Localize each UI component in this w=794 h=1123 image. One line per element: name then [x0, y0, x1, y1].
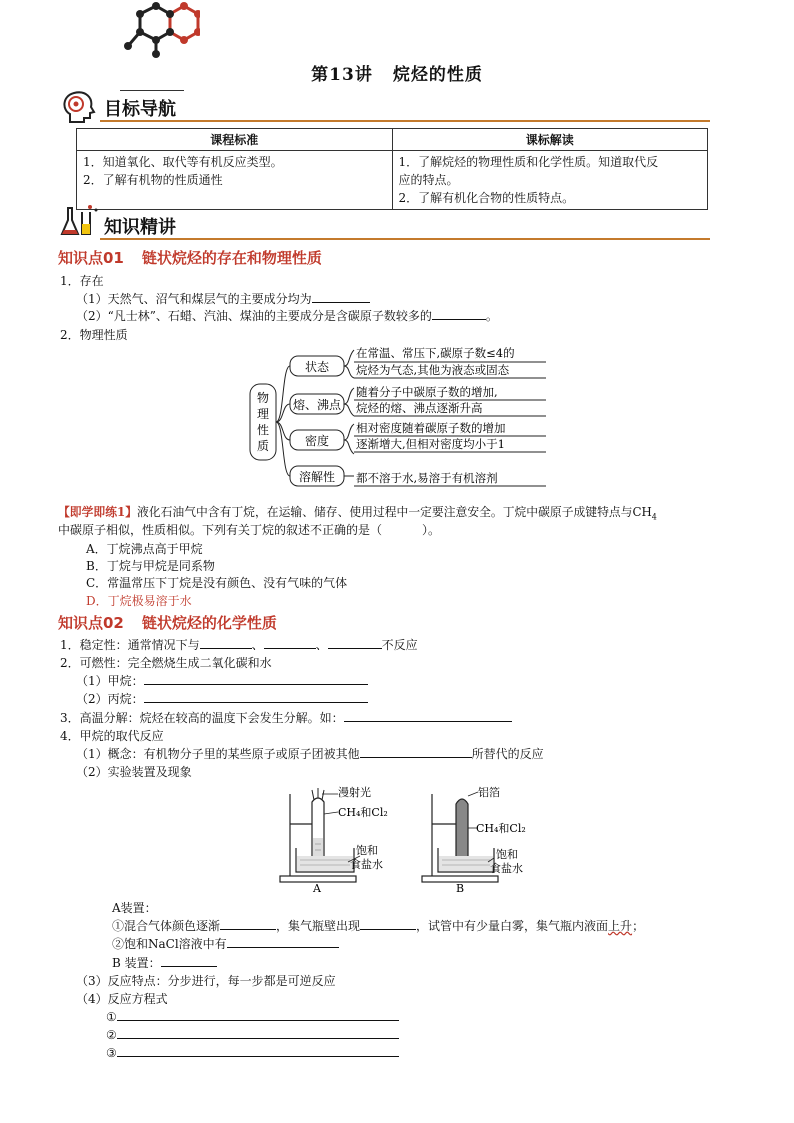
answer-blank[interactable] — [161, 954, 217, 967]
apparatus-label: 铝箔 — [478, 786, 500, 799]
lesson-number: 第13讲 — [311, 65, 373, 85]
apparatus-label: 食盐水 — [490, 862, 523, 875]
answer-blank[interactable] — [144, 672, 368, 685]
branch-label: 熔、沸点 — [292, 398, 342, 412]
subscript: 4 — [651, 512, 657, 522]
practice-text: ）。 — [422, 523, 441, 537]
molecule-logo — [118, 2, 200, 60]
answer-blank[interactable] — [264, 636, 316, 649]
experiment-apparatus — [272, 780, 542, 898]
section-title: 知识精讲 — [104, 217, 176, 238]
separator: 、 — [315, 638, 328, 652]
branch-desc: 都不溶于水,易溶于有机溶剂 — [356, 471, 498, 485]
section-rule — [100, 238, 710, 240]
answer-blank[interactable] — [117, 1026, 399, 1039]
knowledge-point-heading — [58, 247, 322, 268]
branch-desc: 逐渐增大,但相对密度均小于1 — [356, 437, 505, 451]
center-char: 性 — [256, 423, 270, 437]
title-underline — [120, 90, 184, 91]
question-text: （1）天然气、沼气和煤层气的主要成分均为 — [76, 292, 312, 306]
item-heading: 2．物理性质 — [60, 328, 128, 342]
item-heading: （3）反应特点：分步进行，每一步都是可逆反应 — [76, 974, 336, 988]
section-header-knowledge — [60, 210, 710, 240]
apparatus-label: 饱和 — [356, 844, 378, 857]
question-line — [76, 690, 368, 707]
section-title: 目标导航 — [104, 99, 176, 120]
kp-title: 链状烷烃的化学性质 — [141, 614, 277, 632]
cell-line: 2．了解有机化合物的性质特点。 — [398, 191, 575, 205]
question-text: （2）“凡士林”、石蜡、汽油、煤油的主要成分是含碳原子数较多的 — [76, 309, 432, 323]
item-heading: （4）反应方程式 — [76, 992, 168, 1006]
question-line — [112, 954, 217, 971]
question-line — [60, 709, 512, 726]
section-header-goals — [60, 92, 710, 122]
answer-blank[interactable] — [360, 917, 416, 930]
cell-line: 1．了解烷烃的物理性质和化学性质。知道取代反 — [398, 155, 659, 169]
knowledge-point-heading — [58, 612, 277, 633]
answer-blank[interactable] — [117, 1008, 399, 1021]
answer-blank[interactable] — [360, 745, 472, 758]
apparatus-label: 饱和 — [496, 848, 518, 861]
question-text: ①混合气体颜色逐渐 — [112, 919, 221, 933]
lesson-subtitle: 烷烃的性质 — [392, 65, 483, 85]
separator: 、 — [251, 638, 264, 652]
answer-blank[interactable] — [432, 307, 486, 320]
cell-line: 2．了解有机物的性质通性 — [83, 173, 223, 187]
question-text: ； — [632, 919, 645, 933]
question-line — [76, 290, 370, 307]
equation-line — [106, 1008, 399, 1024]
practice-text: 中碳原子相似，性质相似。下列有关丁烷的叙述不正确的是（ — [58, 523, 383, 537]
center-char: 理 — [256, 407, 270, 421]
equation-line — [106, 1044, 399, 1060]
section-rule — [100, 120, 710, 122]
item-heading: 1．存在 — [60, 274, 104, 288]
question-text: ，集气瓶壁出现 — [276, 919, 361, 933]
branch-desc: 在常温、常压下,碳原子数≤4的 — [356, 346, 515, 360]
answer-blank[interactable] — [117, 1044, 399, 1057]
cell-line: 应的特点。 — [398, 173, 459, 187]
answer-blank[interactable] — [144, 690, 368, 703]
question-line — [112, 917, 644, 934]
question-text: （1）概念：有机物分子里的某些原子或原子团被其他 — [76, 747, 360, 761]
question-text: （1）甲烷： — [76, 674, 144, 688]
answer-blank[interactable] — [227, 935, 339, 948]
answer-option[interactable]: D．丁烷极易溶于水 — [86, 594, 192, 608]
physical-properties-diagram — [246, 340, 556, 492]
question-text: （2）丙烷： — [76, 692, 144, 706]
answer-blank[interactable] — [344, 709, 512, 722]
question-text: 3．高温分解：烷烃在较高的温度下会发生分解。如： — [60, 711, 344, 725]
practice-tag: 【即学即练1】 — [58, 505, 137, 519]
branch-desc: 烷烃的熔、沸点逐渐升高 — [356, 401, 483, 415]
table-row — [77, 151, 708, 210]
apparatus-label: B — [456, 882, 465, 895]
question-text: B 装置： — [112, 956, 161, 970]
kp-number: 知识点02 — [58, 614, 124, 632]
item-heading: 4．甲烷的取代反应 — [60, 729, 164, 743]
standards-table — [76, 128, 708, 210]
table-header: 课标解读 — [392, 129, 708, 151]
page-title — [0, 60, 794, 85]
table-header: 课程标准 — [77, 129, 393, 151]
answer-option[interactable]: A．丁烷沸点高于甲烷 — [86, 542, 203, 556]
item-heading: 2．可燃性：完全燃烧生成二氧化碳和水 — [60, 656, 272, 670]
observation-heading: A装置： — [112, 901, 157, 915]
equation-line — [106, 1026, 399, 1042]
cell-line: 1．知道氧化、取代等有机反应类型。 — [83, 155, 283, 169]
branch-label: 状态 — [304, 360, 330, 374]
equation-marker: ② — [106, 1028, 117, 1042]
question-text: 。 — [485, 309, 498, 323]
branch-desc: 相对密度随着碳原子数的增加 — [356, 421, 506, 435]
question-line — [76, 672, 368, 689]
apparatus-label: CH₄和Cl₂ — [476, 822, 526, 835]
question-line — [76, 745, 544, 762]
answer-blank[interactable] — [312, 290, 370, 303]
branch-desc: 随着分子中碳原子数的增加, — [356, 385, 498, 399]
answer-blank[interactable] — [200, 636, 252, 649]
highlighted-word: 上升 — [608, 919, 633, 933]
question-text: 不反应 — [381, 638, 418, 652]
table-cell — [77, 151, 393, 210]
question-line — [76, 307, 498, 324]
branch-label: 溶解性 — [298, 470, 336, 484]
apparatus-label: A — [313, 882, 321, 895]
center-char: 物 — [256, 391, 270, 405]
practice-stem — [58, 503, 657, 521]
apparatus-label: 食盐水 — [350, 858, 383, 871]
question-text: ，试管中有少量白雾，集气瓶内液面 — [416, 919, 609, 933]
apparatus-label: CH₄和Cl₂ — [338, 806, 388, 819]
practice-stem — [58, 521, 440, 538]
question-text: ②饱和NaCl溶液中有 — [112, 937, 227, 951]
flask-icon — [60, 204, 100, 240]
kp-title: 链状烷烃的存在和物理性质 — [141, 249, 322, 267]
question-line — [60, 636, 418, 653]
branch-desc: 烷烃为气态,其他为液态或固态 — [356, 363, 510, 377]
question-line — [112, 935, 339, 952]
branch-label: 密度 — [304, 434, 330, 448]
item-heading: （2）实验装置及现象 — [76, 765, 192, 779]
practice-text: 液化石油气中含有丁烷，在运输、储存、使用过程中一定要注意安全。丁烷中碳原子成键特点与CH — [137, 505, 652, 519]
answer-option[interactable]: C．常温常压下丁烷是没有颜色、没有气味的气体 — [86, 576, 348, 590]
head-brain-icon — [60, 90, 96, 124]
question-text: 所替代的反应 — [471, 747, 544, 761]
equation-marker: ③ — [106, 1046, 117, 1060]
center-char: 质 — [256, 439, 270, 453]
answer-option[interactable]: B．丁烷与甲烷是同系物 — [86, 559, 215, 573]
question-text: 1．稳定性：通常情况下与 — [60, 638, 200, 652]
table-header-row — [77, 129, 708, 151]
apparatus-label: 漫射光 — [338, 786, 371, 799]
answer-blank[interactable] — [220, 917, 276, 930]
answer-blank[interactable] — [328, 636, 382, 649]
kp-number: 知识点01 — [58, 249, 124, 267]
table-cell — [392, 151, 708, 210]
equation-marker: ① — [106, 1010, 117, 1024]
